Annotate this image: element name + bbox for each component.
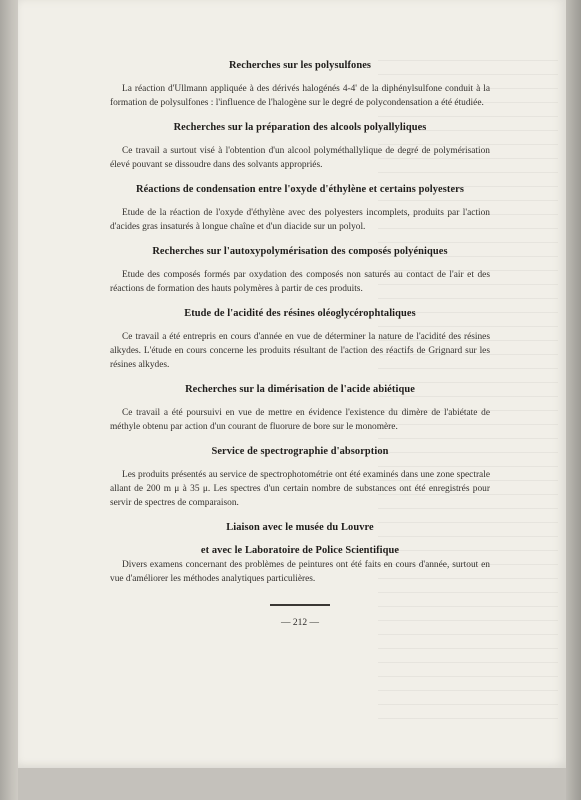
section-polysulfones [110, 60, 490, 110]
page-edge-shadow [18, 768, 566, 800]
section-body: Etude des composés formés par oxydation des composés non saturés au contact de l'air et des réactions de formation des hauts polymères à partir de ces produits. [110, 270, 490, 294]
section-louvre [110, 522, 490, 586]
section-heading-line2: et avec le Laboratoire de Police Scientifique [200, 545, 400, 556]
section-autoxypolymerisation [110, 246, 490, 296]
section-heading-line1: Liaison avec le musée du Louvre [226, 522, 374, 533]
page-number: — 212 — [281, 618, 319, 628]
section-heading: Etude de l'acidité des résines oléoglycérophtaliques [184, 308, 416, 319]
section-heading: Recherches sur les polysulfones [228, 60, 372, 71]
section-heading: Recherches sur l'autoxypolymérisation des composés polyéniques [152, 246, 448, 257]
page-content [110, 60, 490, 628]
section-heading: Réactions de condensation entre l'oxyde d'éthylène et certains polyesters [135, 184, 465, 195]
section-body: Ce travail a été poursuivi en vue de mettre en évidence l'existence du dimère de l'abiétate de méthyle obtenu par action d'un courant de fluorure de bore sur le monomère. [110, 408, 490, 432]
section-oxyde-ethylene [110, 184, 490, 234]
section-body: Ce travail a surtout visé à l'obtention d'un alcool polyméthallylique de degré de polymérisation élevé pouvant se dissoudre dans des solvants appropriés. [110, 146, 490, 170]
section-spectrographie [110, 446, 490, 510]
section-acidite-resines [110, 308, 490, 372]
section-body: Les produits présentés au service de spectrophotométrie ont été examinés dans une zone spectrale allant de 200 m μ à 35 μ. Les spectres d'un certain nombre de substances ont été enregistrés pour servir de spectres de comparaison. [110, 470, 490, 508]
section-heading: Recherches sur la préparation des alcools polyallyliques [173, 122, 427, 133]
section-heading: Service de spectrographie d'absorption [211, 446, 389, 457]
section-acide-abietique [110, 384, 490, 434]
section-body: Etude de la réaction de l'oxyde d'éthylène avec des polyesters incomplets, produits par l'action d'acides gras insaturés à longue chaîne et d'un diacide sur un polyol. [110, 208, 490, 232]
section-body: Ce travail a été entrepris en cours d'année en vue de déterminer la nature de l'acidité des résines alkydes. L'étude en cours concerne les produits résultant de l'action des réactifs de Grignard sur les résines alkydes. [110, 332, 490, 370]
section-body: La réaction d'Ullmann appliquée à des dérivés halogénés 4-4' de la diphénylsulfone conduit à la formation de polysulfones : l'influence de l'halogène sur le degré de polycondensation a été étudiée. [110, 84, 490, 108]
section-alcools-polyallyliques [110, 122, 490, 172]
closing-rule [270, 604, 330, 606]
section-body: Divers examens concernant des problèmes de peintures ont été faits en cours d'année, surtout en vue d'améliorer les méthodes analytiques particulières. [110, 560, 490, 584]
section-heading: Recherches sur la dimérisation de l'acide abiétique [185, 384, 415, 395]
